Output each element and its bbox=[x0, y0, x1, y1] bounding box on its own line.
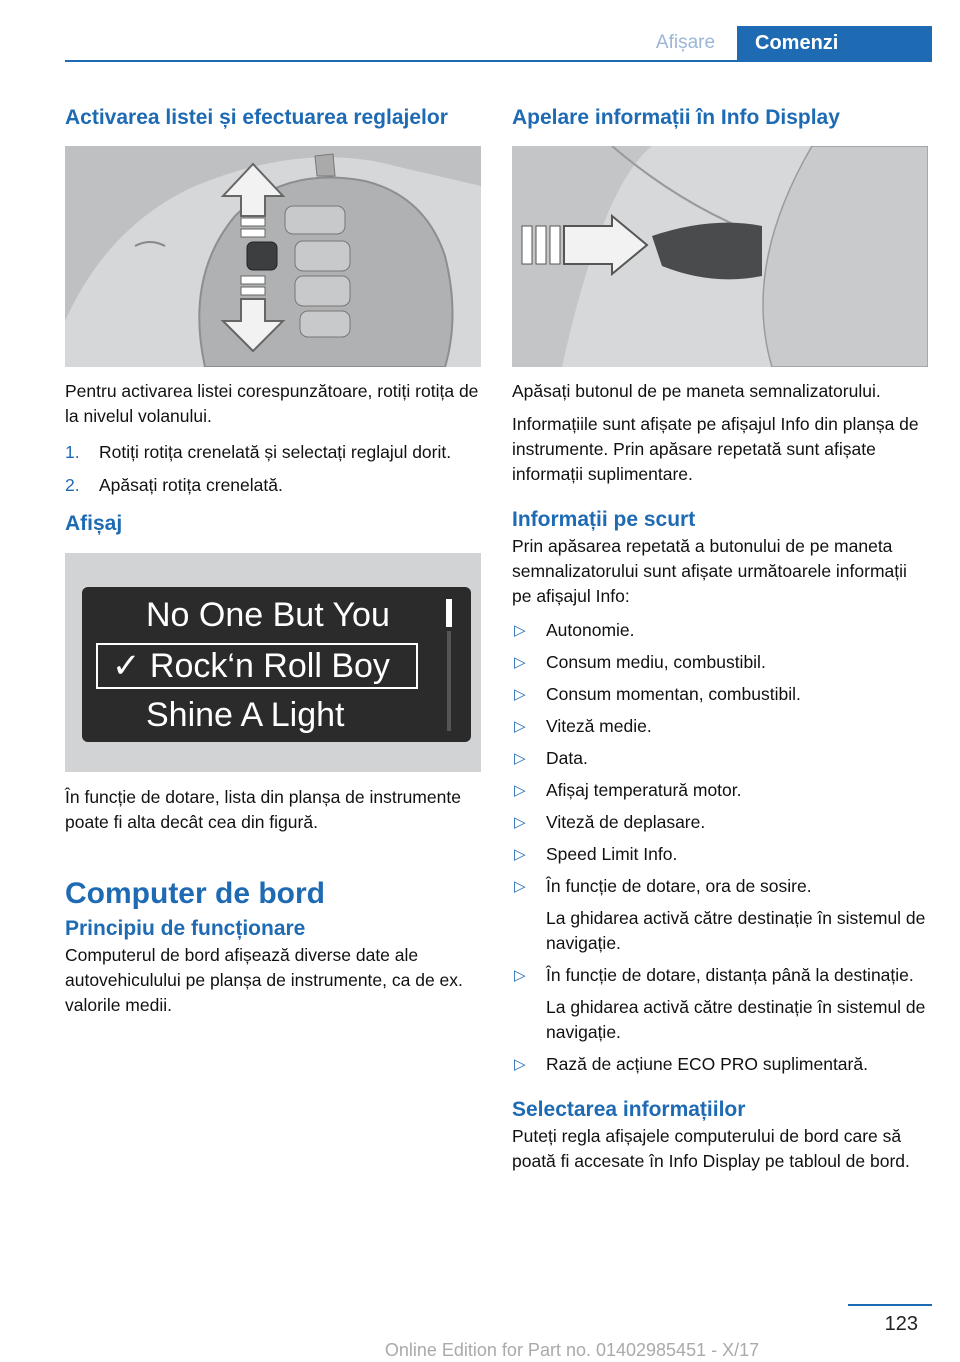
left-column bbox=[65, 100, 481, 1018]
bullet-text: Consum mediu, combustibil. bbox=[546, 652, 766, 672]
list-item bbox=[512, 1052, 928, 1077]
steering-wheel-illustration bbox=[65, 146, 481, 367]
bullet-text: În funcție de dotare, ora de sosire. bbox=[546, 876, 812, 896]
list-item bbox=[512, 874, 928, 956]
triangle-bullet-icon: ▷ bbox=[514, 814, 526, 831]
triangle-bullet-icon: ▷ bbox=[514, 967, 526, 984]
info-bullet-list bbox=[512, 618, 928, 1077]
bullet-text: Viteză de deplasare. bbox=[546, 812, 706, 832]
step-number: 1. bbox=[65, 442, 80, 462]
heading-selectarea: Selectarea informațiilor bbox=[512, 1098, 746, 1121]
bullet-text: Consum momentan, combustibil. bbox=[546, 684, 801, 704]
triangle-bullet-icon: ▷ bbox=[514, 846, 526, 863]
list-item bbox=[65, 473, 481, 498]
bullet-text: Data. bbox=[546, 748, 588, 768]
bullet-text: Speed Limit Info. bbox=[546, 844, 678, 864]
paragraph-press-button: Apăsați butonul de pe maneta semnalizatorului. bbox=[512, 381, 881, 401]
section-title-computer: Computer de bord bbox=[65, 877, 325, 910]
tab-afisare[interactable]: Afișare bbox=[655, 32, 716, 53]
paragraph-principiu: Computerul de bord afișează diverse date ale autovehiculului pe planșa de instrumente, ca de ex. valorile medii. bbox=[65, 945, 463, 1015]
heading-afisaj: Afișaj bbox=[65, 512, 123, 535]
triangle-bullet-icon: ▷ bbox=[514, 878, 526, 895]
list-item bbox=[512, 963, 928, 1045]
list-item bbox=[512, 650, 928, 675]
list-item bbox=[512, 714, 928, 739]
paragraph-activate: Pentru activarea listei corespunzătoare, rotiți rotița de la nivelul volanului. bbox=[65, 381, 479, 426]
list-item bbox=[512, 778, 928, 803]
bullet-text: Autonomie. bbox=[546, 620, 635, 640]
edition-text: Online Edition for Part no. 01402985451 - X/17 bbox=[384, 1340, 760, 1360]
triangle-bullet-icon: ▷ bbox=[514, 654, 526, 671]
triangle-bullet-icon: ▷ bbox=[514, 782, 526, 799]
bullet-text: În funcție de dotare, distanța până la destinație. bbox=[546, 965, 914, 985]
bullet-text: Viteză medie. bbox=[546, 716, 652, 736]
turn-signal-figure bbox=[512, 146, 928, 367]
heading-info-display: Apelare informații în Info Display bbox=[512, 106, 840, 129]
heading-activate-list: Activarea listei și efectuarea reglajelor bbox=[65, 106, 448, 129]
page-number: 123 bbox=[884, 1313, 918, 1335]
footer-rule bbox=[848, 1304, 932, 1306]
list-item bbox=[512, 618, 928, 643]
bullet-subtext: La ghidarea activă către destinație în sistemul de navigație. bbox=[546, 908, 926, 953]
triangle-bullet-icon: ▷ bbox=[514, 622, 526, 639]
turn-signal-illustration bbox=[512, 146, 928, 367]
step-text: Rotiți rotița crenelată și selectați reglajul dorit. bbox=[99, 442, 452, 462]
triangle-bullet-icon: ▷ bbox=[514, 1056, 526, 1073]
list-item bbox=[512, 810, 928, 835]
paragraph-selectarea: Puteți regla afișajele computerului de bord care să poată fi accesate în Info Display pe tabloul de bord. bbox=[512, 1126, 910, 1171]
steps-list bbox=[65, 440, 481, 498]
display-item-selected: ✓ Rock‘n Roll Boy bbox=[96, 643, 418, 689]
tab-comenzi[interactable]: Comenzi bbox=[737, 26, 932, 62]
right-column bbox=[512, 100, 928, 1174]
paragraph-display-note: În funcție de dotare, lista din planșa de instrumente poate fi alta decât cea din figură. bbox=[65, 787, 461, 832]
bullet-text: Afișaj temperatură motor. bbox=[546, 780, 742, 800]
bullet-subtext: La ghidarea activă către destinație în sistemul de navigație. bbox=[546, 997, 926, 1042]
display-scrolltrack bbox=[447, 631, 451, 731]
list-item bbox=[512, 746, 928, 771]
list-item bbox=[512, 682, 928, 707]
list-item bbox=[512, 842, 928, 867]
triangle-bullet-icon: ▷ bbox=[514, 750, 526, 767]
header-rule bbox=[65, 60, 932, 62]
triangle-bullet-icon: ▷ bbox=[514, 718, 526, 735]
display-scrollbar bbox=[446, 599, 452, 627]
bullet-text: Rază de acțiune ECO PRO suplimentară. bbox=[546, 1054, 868, 1074]
heading-principiu: Principiu de funcționare bbox=[65, 917, 306, 940]
steering-wheel-figure bbox=[65, 146, 481, 367]
step-number: 2. bbox=[65, 475, 80, 495]
heading-info-scurt: Informații pe scurt bbox=[512, 508, 696, 531]
display-figure bbox=[65, 553, 481, 772]
step-text: Apăsați rotița crenelată. bbox=[99, 475, 283, 495]
display-screen bbox=[82, 587, 471, 742]
paragraph-info-shown: Informațiile sunt afișate pe afișajul Info din planșa de instrumente. Prin apăsare repetată sunt afișate informații suplimentare. bbox=[512, 414, 919, 484]
edition-footer bbox=[0, 1340, 960, 1361]
display-item: Shine A Light bbox=[146, 696, 345, 734]
triangle-bullet-icon: ▷ bbox=[514, 686, 526, 703]
display-item: No One But You bbox=[146, 596, 390, 634]
paragraph-info-scurt: Prin apăsarea repetată a butonului de pe maneta semnalizatorului sunt afișate următoarele informații pe afișajul Info: bbox=[512, 536, 907, 606]
list-item bbox=[65, 440, 481, 465]
